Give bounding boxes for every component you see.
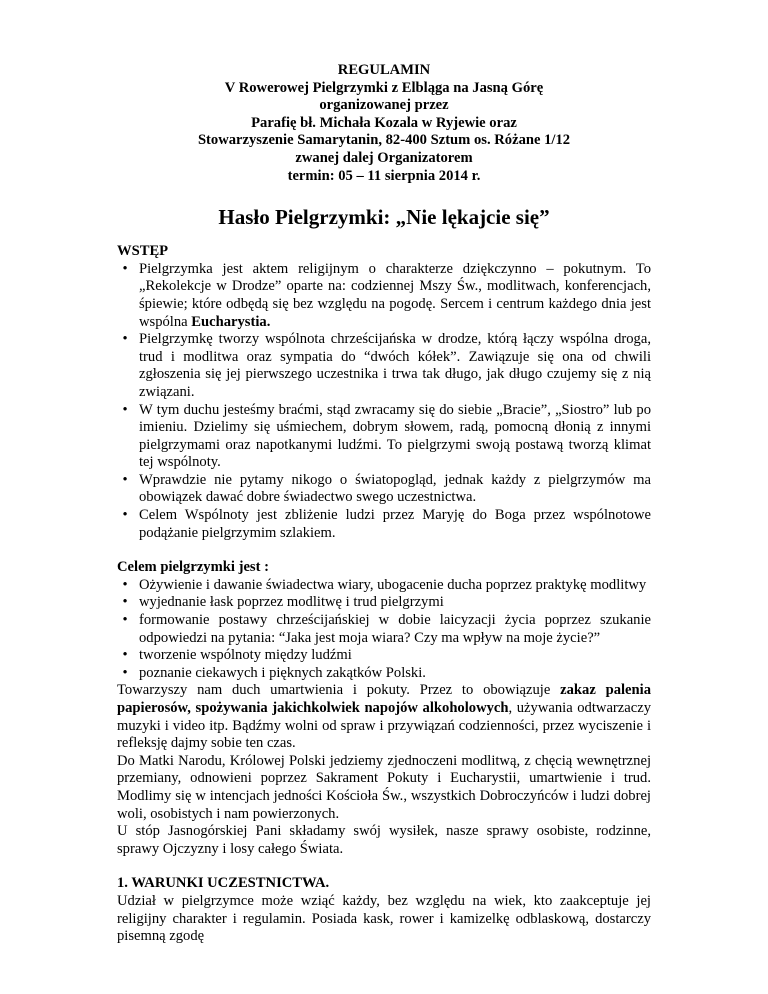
goal-item-text: Ożywienie i dawanie świadectwa wiary, ubogacenie ducha poprzez praktykę modlitwy — [139, 576, 647, 593]
intro-item — [117, 507, 651, 542]
intro-item-text: Wprawdzie nie pytamy nikogo o światopogląd, jednak każdy z pielgrzymów ma obowiązek dawać dobre świadectwo swego uczestnictwa. — [139, 471, 651, 506]
bullet-icon: • — [122, 471, 128, 488]
goal-item-text: wyjednanie łask poprzez modlitwę i trud pielgrzymi — [139, 594, 444, 611]
header-association: Stowarzyszenie Samarytanin, 82-400 Sztum os. Różane 1/12 — [197, 132, 571, 149]
header-title: REGULAMIN — [337, 62, 431, 78]
bullet-icon: • — [122, 594, 128, 611]
pilgrimage-motto: Hasło Pielgrzymki: „Nie lękajcie się” — [218, 205, 550, 230]
penance-text-b: , używania odtwarzaczy muzyki i video itp. Bądźmy wolni od spraw i przywiązań codzienności, przez wyciszenie i refleksję dajmy sobie ten czas. — [117, 700, 651, 752]
goal-item-text: poznanie ciekawych i pięknych zakątków Polski. — [139, 664, 426, 681]
goal-item — [117, 594, 651, 612]
goal-item — [117, 612, 651, 647]
bullet-icon: • — [122, 331, 128, 348]
prayer-paragraph: Do Matki Narodu, Królowej Polski jedziemy zjednoczeni modlitwą, z chęcią wewnętrznej przemiany, odnowieni poprzez Sakrament Pokuty i Eucharystii, umartwienie i trud. Modlimy się w intencjach jedności Kościoła Św., wszystkich Dobroczyńców i ludzi dobrej woli, osobistych i nam powierzonych. — [117, 752, 651, 822]
bullet-icon: • — [122, 401, 128, 418]
intro-item-bold: Eucharystia. — [191, 313, 271, 330]
header-dates: termin: 05 – 11 sierpnia 2014 r. — [287, 167, 481, 184]
penance-bold: zakaz palenia papierosów, spożywania jakichkolwiek napojów alkoholowych — [117, 682, 652, 716]
intro-item — [117, 331, 651, 401]
goal-item — [117, 577, 651, 595]
intro-item-text: W tym duchu jesteśmy braćmi, stąd zwracamy się do siebie „Bracie”, „Siostro” lub po imieniu. Dzielimy się uśmiechem, dobrym słowem, radą, pomocną dłonią z innymi pielgrzymami oraz napotkanymi ludźmi. To pielgrzymi swoją postawą tworzą klimat tej wspólnoty. — [139, 401, 651, 471]
intro-item-text: Pielgrzymkę tworzy wspólnota chrześcijańska w drodze, którą łączy wspólna droga, trud i modlitwa oraz sympatia do “dwóch kółek”. Zawiązuje się ona od chwili zgłoszenia się jej pierwszego uczestnika i trwa tak długo, jak długo czujemy się z nią związani. — [139, 331, 651, 400]
bullet-icon: • — [122, 576, 128, 593]
intro-heading: WSTĘP — [117, 243, 169, 260]
goal-item-text: tworzenie wspólnoty między ludźmi — [139, 647, 352, 664]
bullet-icon: • — [122, 647, 128, 664]
penance-paragraph — [117, 682, 651, 752]
bullet-icon: • — [122, 612, 128, 629]
bullet-icon: • — [122, 664, 128, 681]
intro-item — [117, 261, 651, 331]
document-header — [117, 62, 651, 185]
goal-item — [117, 665, 651, 683]
intro-item-text: Celem Wspólnoty jest zbliżenie ludzi przez Maryję do Boga przez wspólnotowe podążanie pielgrzymim szlakiem. — [139, 507, 651, 541]
bullet-icon: • — [122, 260, 128, 277]
header-event: V Rowerowej Pielgrzymki z Elbląga na Jasną Górę — [224, 79, 544, 96]
header-parish: Parafię bł. Michała Kozala w Ryjewie oraz — [251, 114, 517, 131]
intro-item — [117, 402, 651, 472]
penance-text-a: Towarzyszy nam duch umartwienia i pokuty. Przez to obowiązuje — [117, 682, 561, 699]
intro-list — [117, 261, 651, 543]
goals-list — [117, 577, 651, 683]
goal-item-text: formowanie postawy chrześcijańskiej w dobie laicyzacji życia poprzez szukanie odpowiedzi na pytania: “Jaka jest moja wiara? Czy ma wpływ na moje życie?” — [139, 612, 651, 646]
offering-paragraph: U stóp Jasnogórskiej Pani składamy swój wysiłek, nasze sprawy osobiste, rodzinne, sprawy Ojczyzny i losy całego Świata. — [117, 823, 651, 857]
goal-item — [117, 647, 651, 665]
intro-item-text: Pielgrzymka jest aktem religijnym o charakterze dziękczynno – pokutnym. To „Rekolekcje w Drodze” oparte na: codziennej Mszy Św., modlitwach, konferencjach, śpiewie; które odbędą się bez względu na pogodę. Sercem i centrum każdego dnia jest wspólna — [139, 260, 651, 330]
bullet-icon: • — [122, 507, 128, 524]
goals-heading: Celem pielgrzymki jest : — [117, 559, 269, 576]
header-organized-by: organizowanej przez — [319, 97, 449, 114]
header-organizer-note: zwanej dalej Organizatorem — [295, 149, 473, 166]
intro-item — [117, 472, 651, 507]
section-1-heading: 1. WARUNKI UCZESTNICTWA. — [117, 875, 330, 892]
section-1-text: Udział w pielgrzymce może wziąć każdy, bez względu na wiek, kto zaakceptuje jej religijny charakter i regulamin. Posiada kask, rower i kamizelkę odblaskową, dostarczy pisemną zgodę — [117, 892, 651, 945]
